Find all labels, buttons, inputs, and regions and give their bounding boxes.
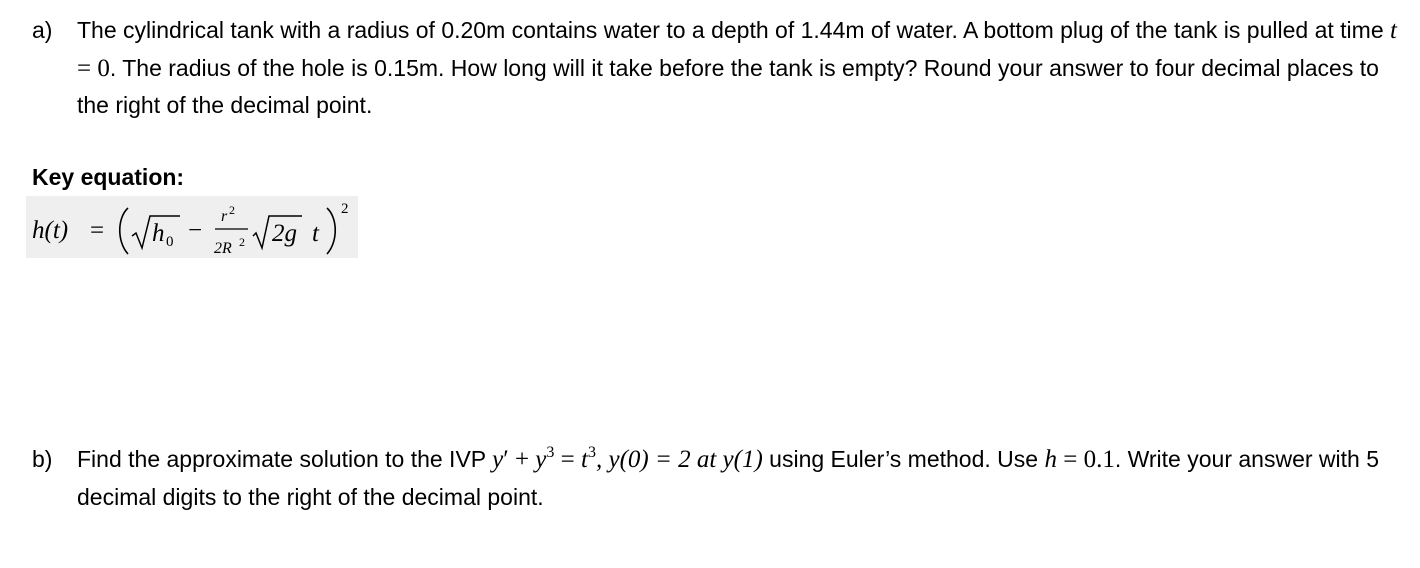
ivp-rest: , y(0) = 2 at y(1): [595, 446, 763, 473]
question-a-label: a): [32, 17, 53, 43]
question-a-t-var: t: [1390, 17, 1397, 44]
sqrt-h: h: [152, 220, 165, 247]
ivp-exp3b: 3: [587, 444, 596, 461]
key-equation-heading: Key equation:: [32, 164, 185, 190]
equation-minus: −: [188, 217, 203, 244]
frac-numerator: r: [221, 208, 228, 225]
equation-lhs: h(t): [32, 217, 69, 244]
ivp-y3: y: [535, 446, 547, 473]
ivp-eq: =: [554, 446, 582, 473]
step-size-expression: [1044, 446, 1114, 473]
sqrt-h-subscript: 0: [166, 234, 174, 250]
ivp-t: t: [581, 446, 588, 473]
frac-den-exp: 2: [239, 235, 245, 249]
sqrt-2g: 2g: [272, 220, 297, 247]
question-a-equals-zero: = 0: [77, 54, 110, 82]
equation-t: t: [312, 220, 319, 247]
ivp-expression: [492, 446, 763, 473]
frac-denominator: 2R: [214, 240, 232, 257]
question-a: [32, 12, 1402, 124]
key-equation-box: [26, 196, 358, 258]
equation-equals: =: [90, 217, 105, 244]
question-b-text-3: . Write your answer with 5 decimal digits to the right of the decimal point.: [77, 446, 1379, 510]
h-value: = 0.1: [1056, 446, 1115, 473]
question-b: [32, 441, 1402, 515]
frac-num-exp: 2: [229, 203, 235, 217]
question-b-label: b): [32, 446, 53, 472]
question-a-body: [77, 12, 1402, 124]
ivp-exp3: 3: [546, 444, 555, 461]
right-paren: [327, 208, 335, 254]
question-a-text-1: The cylindrical tank with a radius of 0.20m contains water to a depth of 1.44m of water. A bottom plug of the tank is pulled at time: [77, 17, 1390, 43]
key-equation-formula: [26, 196, 358, 258]
question-b-body: [77, 441, 1402, 515]
ivp-y: y: [492, 446, 504, 473]
question-a-text-2: . The radius of the hole is 0.15m. How long will it take before the tank is empty? Round your answer to four decimal places to the right of the decimal point.: [77, 54, 1379, 118]
ivp-prime-plus: ′ +: [503, 446, 536, 473]
question-b-text-1: Find the approximate solution to the IVP: [77, 446, 493, 472]
outer-exponent: 2: [341, 201, 349, 217]
h-var: h: [1044, 446, 1057, 473]
question-b-text-2: using Euler’s method. Use: [762, 446, 1045, 472]
left-paren: [120, 208, 128, 254]
